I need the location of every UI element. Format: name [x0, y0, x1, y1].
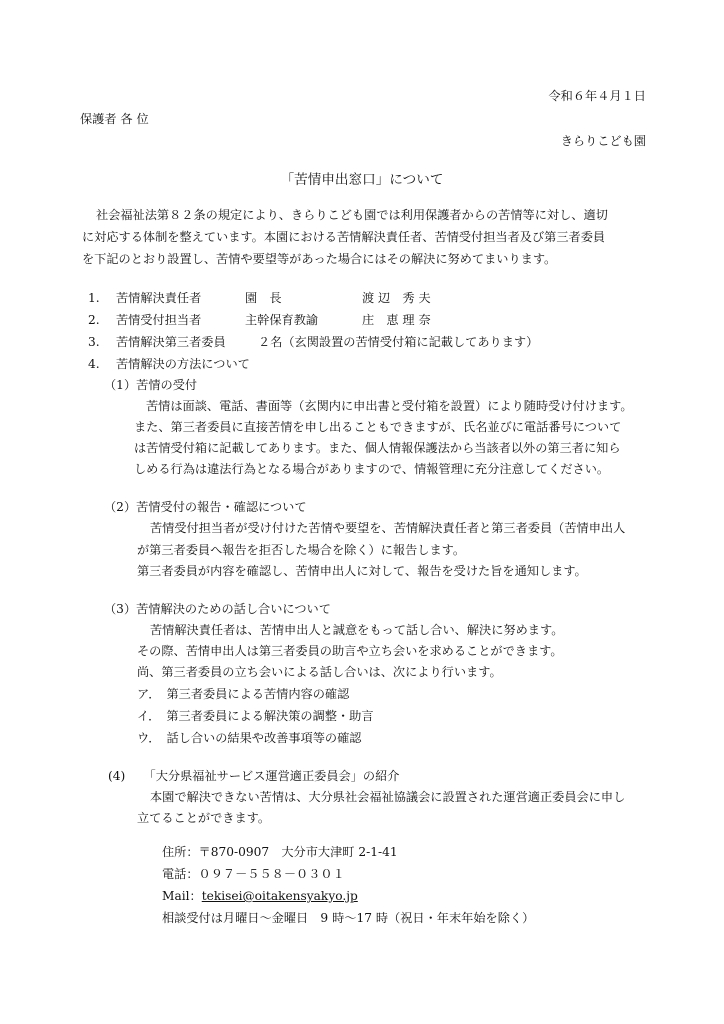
intro-line: に対応する体制を整えています。本園における苦情解決責任者、苦情受付担当者及び第三者委員 [82, 230, 606, 244]
mail-label: Mail： [162, 889, 202, 903]
mail-line [162, 888, 358, 904]
section-line: 立てることができます。 [137, 811, 271, 825]
section-heading: (4) 「大分県福祉サービス運営適正委員会」の紹介 [108, 769, 400, 783]
role-label: 苦情受付担当者 [116, 313, 202, 327]
item-label: 苦情解決の方法について [116, 357, 250, 371]
section-line: 苦情は面談、電話、書面等（玄関内に申出書と受付箱を設置）により随時受け付けます。 [146, 399, 633, 413]
sub-item: ウ． 話し合いの結果や改善事項等の確認 [137, 731, 362, 745]
section-line: 苦情解決責任者は、苦情申出人と誠意をもって話し合い、解決に努めます。 [150, 623, 564, 637]
recipient: 保護者 各 位 [80, 112, 149, 126]
role-position: 園 長 [245, 291, 282, 305]
mail-link[interactable]: tekisei@oitakensyakyo.jp [201, 889, 358, 903]
role-number: 3. [88, 335, 100, 349]
item-number: 4. [88, 357, 100, 371]
section-line: また、第三者委員に直接苦情を申し出ることもできますが、氏名並びに電話番号について [134, 420, 622, 434]
date: 令和６年４月１日 [548, 89, 646, 103]
section-line: は苦情受付箱に記載してあります。また、個人情報保護法から当該者以外の第三者に知ら [134, 441, 621, 455]
role-number: 2. [88, 313, 100, 327]
intro-line: 社会福祉法第８２条の規定により、きらりこども園では利用保護者からの苦情等に対し、適切 [96, 208, 608, 222]
consultation-hours: 相談受付は月曜日～金曜日 9 時～17 時（祝日・年末年始を除く） [162, 911, 535, 925]
role-name: 庄 恵 理 奈 [362, 313, 431, 327]
sub-item: イ． 第三者委員による解決策の調整・助言 [137, 709, 374, 723]
section-line: 苦情受付担当者が受け付けた苦情や要望を、苦情解決責任者と第三者委員（苦情申出人 [150, 521, 626, 535]
section-line: しめる行為は違法行為となる場合がありますので、情報管理に充分注意してください。 [134, 462, 610, 476]
intro-line: を下記のとおり設置し、苦情や要望等があった場合にはその解決に努めてまいります。 [82, 252, 557, 266]
section-heading: （3）苦情解決のための話し合いについて [104, 602, 331, 616]
section-line: が第三者委員へ報告を拒否した場合を除く）に報告します。 [137, 543, 466, 557]
section-heading: （1）苦情の受付 [104, 378, 198, 392]
role-position: 主幹保育教諭 [245, 313, 319, 327]
role-label: 苦情解決責任者 [116, 291, 202, 305]
role-name: 渡 辺 秀 夫 [362, 291, 431, 305]
address: 住所：〒870-0907 大分市大津町 2-1-41 [162, 845, 398, 859]
role-number: 1. [88, 291, 100, 305]
role-position: ２名（玄関設置の苦情受付箱に記載してあります） [258, 335, 539, 349]
sub-item: ア． 第三者委員による苦情内容の確認 [137, 687, 350, 701]
section-heading: （2）苦情受付の報告・確認について [104, 500, 307, 514]
section-line: 第三者委員が内容を確認し、苦情申出人に対して、報告を受けた旨を通知します。 [137, 564, 587, 578]
phone: 電話：０９７－５５８－０３０１ [162, 867, 345, 881]
sender: きらりこども園 [560, 134, 646, 148]
section-line: その際、苦情申出人は第三者委員の助言や立ち会いを求めることができます。 [137, 644, 563, 658]
page-title: 「苦情申出窓口」について [280, 172, 444, 188]
section-line: 本園で解決できない苦情は、大分県社会福祉協議会に設置された運営適正委員会に申し [150, 790, 626, 804]
role-label: 苦情解決第三者委員 [116, 335, 226, 349]
section-line: 尚、第三者委員の立ち会いによる話し合いは、次により行います。 [137, 665, 502, 679]
